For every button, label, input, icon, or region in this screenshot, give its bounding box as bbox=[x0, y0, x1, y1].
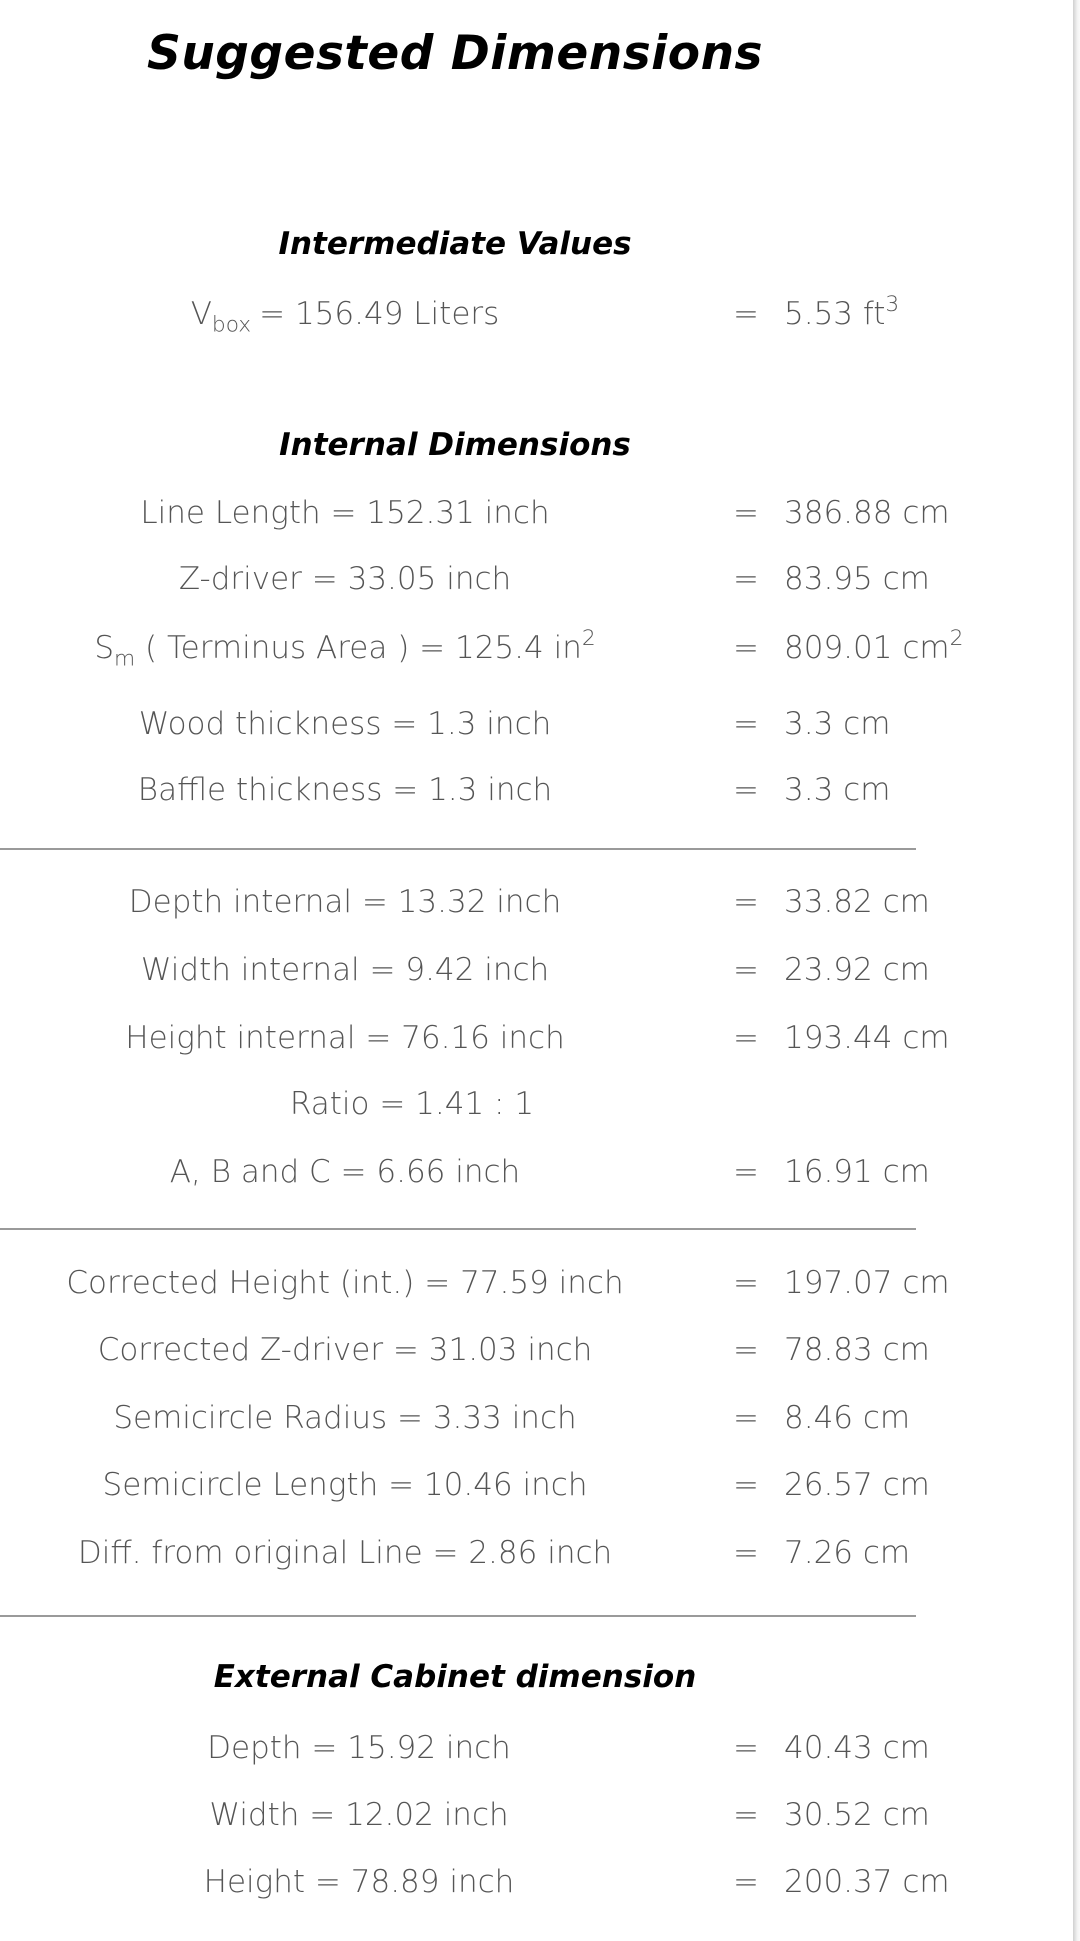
row-wood-thickness bbox=[0, 696, 1072, 756]
equals-sign: = bbox=[733, 1400, 759, 1436]
page-title: Suggested Dimensions bbox=[146, 26, 764, 81]
external-width-value: 30.52 cm bbox=[784, 1797, 930, 1833]
height-internal-value: 193.44 cm bbox=[784, 1020, 950, 1056]
equals-sign: = bbox=[733, 296, 759, 332]
external-depth-value: 40.43 cm bbox=[784, 1730, 930, 1766]
terminus-text: ( Terminus Area ) = 125.4 in bbox=[135, 630, 582, 666]
external-height-value: 200.37 cm bbox=[784, 1864, 950, 1900]
terminus-symbol: S bbox=[94, 630, 115, 666]
depth-internal-label: Depth internal = 13.32 inch bbox=[128, 884, 562, 920]
equals-sign: = bbox=[733, 706, 759, 742]
abc-label: A, B and C = 6.66 inch bbox=[169, 1154, 521, 1190]
equals-sign: = bbox=[733, 561, 759, 597]
equals-sign: = bbox=[733, 1535, 759, 1571]
terminus-label-superscript: 2 bbox=[581, 625, 596, 651]
row-height-internal bbox=[0, 1010, 1072, 1070]
equals-sign: = bbox=[733, 952, 759, 988]
corrected-z-driver-label: Corrected Z-driver = 31.03 inch bbox=[97, 1332, 593, 1368]
row-terminus-area bbox=[0, 620, 1072, 680]
baffle-thickness-value: 3.3 cm bbox=[784, 772, 891, 808]
depth-internal-value: 33.82 cm bbox=[784, 884, 930, 920]
row-z-driver bbox=[0, 551, 1072, 611]
section-title-internal: Internal Dimensions bbox=[279, 427, 631, 463]
width-internal-label: Width internal = 9.42 inch bbox=[140, 952, 550, 988]
equals-sign: = bbox=[733, 1265, 759, 1301]
line-length-label: Line Length = 152.31 inch bbox=[140, 495, 550, 531]
row-external-height bbox=[0, 1854, 1072, 1914]
semicircle-radius-label: Semicircle Radius = 3.33 inch bbox=[113, 1400, 577, 1436]
baffle-thickness-label: Baffle thickness = 1.3 inch bbox=[137, 772, 553, 808]
terminus-label bbox=[0, 625, 690, 672]
external-height-label: Height = 78.89 inch bbox=[203, 1864, 515, 1900]
row-corrected-z-driver bbox=[0, 1322, 1072, 1382]
equals-sign: = bbox=[733, 1864, 759, 1900]
equals-sign: = bbox=[733, 1467, 759, 1503]
section-title-intermediate: Intermediate Values bbox=[278, 226, 632, 262]
vbox-subscript: box bbox=[211, 312, 252, 338]
row-diff-original-line bbox=[0, 1525, 1072, 1585]
equals-sign: = bbox=[733, 495, 759, 531]
wood-thickness-value: 3.3 cm bbox=[784, 706, 891, 742]
vbox-alt-value bbox=[784, 291, 900, 332]
terminus-value bbox=[784, 625, 964, 666]
external-depth-label: Depth = 15.92 inch bbox=[207, 1730, 511, 1766]
row-ratio bbox=[0, 1076, 1072, 1136]
scroll-edge bbox=[1073, 0, 1080, 1941]
section-title-external: External Cabinet dimension bbox=[213, 1659, 697, 1695]
equals-sign: = bbox=[733, 1730, 759, 1766]
vbox-alt-superscript: 3 bbox=[885, 291, 900, 317]
vbox-value: = 156.49 Liters bbox=[259, 296, 500, 332]
semicircle-length-label: Semicircle Length = 10.46 inch bbox=[102, 1467, 588, 1503]
row-baffle-thickness bbox=[0, 762, 1072, 822]
section-divider bbox=[0, 848, 916, 850]
width-internal-value: 23.92 cm bbox=[784, 952, 930, 988]
row-depth-internal bbox=[0, 874, 1072, 934]
external-width-label: Width = 12.02 inch bbox=[209, 1797, 509, 1833]
row-line-length bbox=[0, 485, 1072, 545]
section-divider bbox=[0, 1615, 916, 1617]
semicircle-length-value: 26.57 cm bbox=[784, 1467, 930, 1503]
height-internal-label: Height internal = 76.16 inch bbox=[125, 1020, 565, 1056]
vbox-label bbox=[0, 296, 690, 338]
equals-sign: = bbox=[733, 772, 759, 808]
terminus-value-number: 809.01 cm bbox=[784, 630, 950, 666]
equals-sign: = bbox=[733, 630, 759, 666]
row-semicircle-radius bbox=[0, 1390, 1072, 1450]
diff-original-line-value: 7.26 cm bbox=[784, 1535, 911, 1571]
row-vbox bbox=[0, 286, 1072, 346]
equals-sign: = bbox=[733, 1154, 759, 1190]
wood-thickness-label: Wood thickness = 1.3 inch bbox=[138, 706, 552, 742]
diff-original-line-label: Diff. from original Line = 2.86 inch bbox=[77, 1535, 613, 1571]
equals-sign: = bbox=[733, 1020, 759, 1056]
row-corrected-height bbox=[0, 1255, 1072, 1315]
line-length-value: 386.88 cm bbox=[784, 495, 950, 531]
semicircle-radius-value: 8.46 cm bbox=[784, 1400, 911, 1436]
ratio-label: Ratio = 1.41 : 1 bbox=[289, 1086, 535, 1122]
equals-sign: = bbox=[733, 884, 759, 920]
vbox-symbol: V bbox=[190, 296, 212, 332]
row-external-width bbox=[0, 1787, 1072, 1847]
vbox-alt-number: 5.53 ft bbox=[784, 296, 886, 332]
corrected-z-driver-value: 78.83 cm bbox=[784, 1332, 930, 1368]
corrected-height-value: 197.07 cm bbox=[784, 1265, 950, 1301]
row-width-internal bbox=[0, 942, 1072, 1002]
row-external-depth bbox=[0, 1720, 1072, 1780]
equals-sign: = bbox=[733, 1332, 759, 1368]
section-divider bbox=[0, 1228, 916, 1230]
z-driver-value: 83.95 cm bbox=[784, 561, 930, 597]
row-abc bbox=[0, 1144, 1072, 1204]
row-semicircle-length bbox=[0, 1457, 1072, 1517]
corrected-height-label: Corrected Height (int.) = 77.59 inch bbox=[66, 1265, 624, 1301]
abc-value: 16.91 cm bbox=[784, 1154, 930, 1190]
terminus-subscript: m bbox=[114, 646, 136, 672]
terminus-value-superscript: 2 bbox=[949, 625, 964, 651]
z-driver-label: Z-driver = 33.05 inch bbox=[178, 561, 512, 597]
equals-sign: = bbox=[733, 1797, 759, 1833]
